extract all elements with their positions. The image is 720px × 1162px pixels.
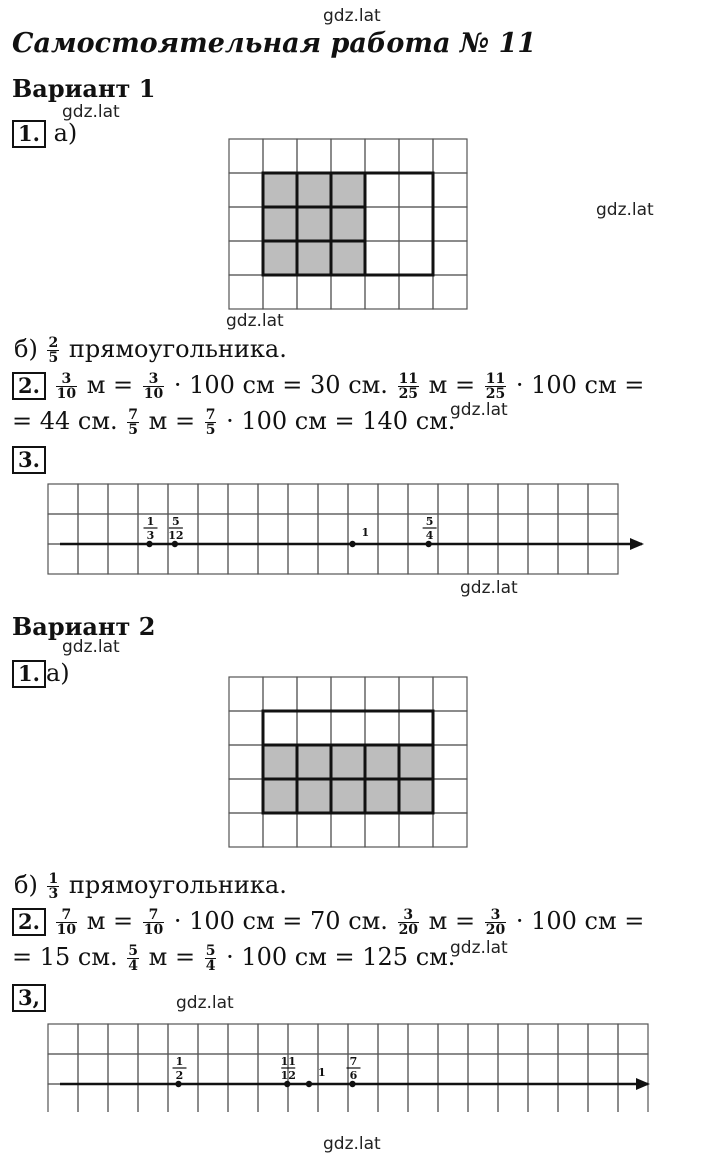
grid-cell (408, 1024, 438, 1054)
grid-cell (408, 484, 438, 514)
point-label: 1 (361, 526, 370, 539)
point-dot (306, 1081, 312, 1087)
shaded-cell (297, 745, 331, 779)
grid-cell (468, 1054, 498, 1084)
grid-cell (263, 275, 297, 309)
grid-cell (108, 514, 138, 544)
point-label-denominator: 3 (146, 529, 155, 542)
grid-cell (399, 139, 433, 173)
fraction: $\frac{3}{20}$ (485, 907, 506, 938)
grid-cell (438, 514, 468, 544)
part-b-text: прямоугольника. (68, 335, 287, 363)
grid-cell (198, 514, 228, 544)
grid-cell (378, 1024, 408, 1054)
grid-cell (138, 1024, 168, 1054)
grid-cell (378, 1084, 408, 1112)
grid-cell (229, 139, 263, 173)
shaded-cell (263, 779, 297, 813)
grid-cell (528, 1054, 558, 1084)
grid-cell (229, 677, 263, 711)
grid-cell (588, 514, 618, 544)
page-title: Самостоятельная работа № 11 (12, 28, 537, 59)
task1-header (12, 658, 70, 688)
task-number: 1. (12, 660, 46, 688)
grid-cell (558, 514, 588, 544)
equation (12, 407, 456, 438)
equation-text: · 100 см = 125 см. (218, 943, 456, 971)
grid-cell (433, 241, 467, 275)
equation-text: · 100 см = 70 см. (166, 907, 396, 935)
grid-cell (263, 711, 297, 745)
grid-cell (438, 1024, 468, 1054)
grid-cell (108, 544, 138, 574)
grid-cell (588, 484, 618, 514)
shaded-cell (399, 779, 433, 813)
grid-cell (408, 514, 438, 544)
watermark: gdz.lat (62, 102, 120, 122)
shaded-cell (331, 173, 365, 207)
grid-cell (228, 484, 258, 514)
grid-cell (433, 275, 467, 309)
grid-cell (318, 484, 348, 514)
grid-cell (331, 711, 365, 745)
part-a-label: а) (53, 119, 78, 147)
grid-cell (528, 1024, 558, 1054)
equation (54, 907, 645, 938)
watermark: gdz.lat (62, 637, 120, 657)
shaded-cell (263, 173, 297, 207)
grid-cell (588, 1024, 618, 1054)
watermark: gdz.lat (323, 6, 381, 26)
grid-cell (198, 1024, 228, 1054)
equation-text: · 100 см = (508, 371, 645, 399)
point-label-numerator: 7 (349, 1055, 358, 1068)
task1-answer-b (14, 334, 287, 365)
grid-cell (318, 1084, 348, 1112)
grid-cell (78, 514, 108, 544)
watermark: gdz.lat (226, 311, 284, 331)
grid-cell (229, 207, 263, 241)
grid-cell (288, 1084, 318, 1112)
grid-cell (438, 544, 468, 574)
task3-header (12, 444, 46, 474)
shaded-cell (263, 241, 297, 275)
grid-cell (433, 173, 467, 207)
point-label-denominator: 6 (349, 1069, 358, 1082)
fraction: $\frac{7}{10}$ (143, 907, 164, 938)
grid-cell (498, 1084, 528, 1112)
grid-cell (318, 544, 348, 574)
grid-cell (528, 484, 558, 514)
task-number: 3. (12, 446, 46, 474)
grid-cell (433, 813, 467, 847)
grid-cell (433, 677, 467, 711)
grid-cell (229, 241, 263, 275)
grid-cell (228, 1084, 258, 1112)
grid-cell (365, 207, 399, 241)
grid-cell (558, 1054, 588, 1084)
grid-cell (229, 275, 263, 309)
grid-cell (433, 779, 467, 813)
grid-cell (618, 1054, 648, 1084)
grid-cell (498, 1024, 528, 1054)
grid-cell (365, 241, 399, 275)
grid-cell (78, 544, 108, 574)
fraction: $\frac{5}{4}$ (205, 943, 216, 974)
grid-cell (468, 544, 498, 574)
grid-cell (528, 1084, 558, 1112)
equation-text: м = (79, 371, 141, 399)
shaded-cell (331, 745, 365, 779)
grid-cell (378, 1054, 408, 1084)
grid-cell (168, 484, 198, 514)
grid-cell (399, 711, 433, 745)
grid-cell (498, 514, 528, 544)
equation-text: · 100 см = (508, 907, 645, 935)
watermark: gdz.lat (596, 200, 654, 220)
part-b-label: б) (14, 871, 38, 899)
grid-cell (399, 173, 433, 207)
grid-cell (263, 139, 297, 173)
grid-cell (48, 1024, 78, 1054)
task1-answer-b (14, 870, 287, 901)
equation (12, 943, 456, 974)
grid-cell (229, 173, 263, 207)
grid-cell (558, 1084, 588, 1112)
variant-heading: Вариант 1 (12, 74, 156, 103)
grid-cell (258, 544, 288, 574)
point-label-denominator: 12 (168, 529, 184, 542)
grid-cell (498, 544, 528, 574)
grid-cell (348, 1084, 378, 1112)
grid-cell (365, 677, 399, 711)
grid-cell (288, 514, 318, 544)
grid-cell (618, 1084, 648, 1112)
task-number: 2. (12, 372, 46, 400)
grid-cell (408, 1084, 438, 1112)
grid-cell (433, 207, 467, 241)
grid-cell (365, 173, 399, 207)
grid-cell (558, 544, 588, 574)
watermark: gdz.lat (450, 938, 508, 958)
grid-cell (228, 544, 258, 574)
grid-cell (297, 711, 331, 745)
grid-cell (263, 813, 297, 847)
grid-cell (108, 1024, 138, 1054)
grid-cell (78, 1024, 108, 1054)
fraction: $\frac{2}{5}$ (48, 335, 59, 366)
grid-cell (378, 514, 408, 544)
part-a-label: а) (45, 659, 70, 687)
grid-cell (588, 544, 618, 574)
grid-cell (229, 813, 263, 847)
point-label-numerator: 11 (280, 1055, 296, 1068)
task-number: 1. (12, 120, 46, 148)
rectangle-grid (228, 676, 470, 849)
task2-line1 (12, 370, 644, 401)
grid-cell (288, 544, 318, 574)
grid-cell (297, 275, 331, 309)
grid-cell (297, 139, 331, 173)
fraction: $\frac{3}{10}$ (56, 371, 77, 402)
grid-cell (198, 544, 228, 574)
grid-cell (365, 813, 399, 847)
grid-cell (618, 1024, 648, 1054)
watermark: gdz.lat (450, 400, 508, 420)
grid-cell (318, 514, 348, 544)
task1-header (12, 118, 77, 148)
grid-cell (348, 1024, 378, 1054)
grid-cell (168, 1024, 198, 1054)
grid-cell (108, 1084, 138, 1112)
grid-cell (78, 1054, 108, 1084)
grid-cell (399, 207, 433, 241)
shaded-cell (365, 779, 399, 813)
equation-text: · 100 см = 30 см. (166, 371, 396, 399)
point-label-denominator: 12 (280, 1069, 296, 1082)
grid-cell (48, 1084, 78, 1112)
shaded-cell (297, 207, 331, 241)
watermark: gdz.lat (323, 1134, 381, 1154)
point-label-numerator: 5 (172, 515, 180, 528)
grid-cell (318, 1024, 348, 1054)
grid-cell (558, 484, 588, 514)
shaded-cell (297, 173, 331, 207)
watermark: gdz.lat (460, 578, 518, 598)
grid-cell (365, 275, 399, 309)
grid-cell (48, 544, 78, 574)
grid-cell (408, 544, 438, 574)
grid-cell (438, 484, 468, 514)
shaded-cell (399, 745, 433, 779)
grid-cell (168, 1084, 198, 1112)
grid-cell (438, 1084, 468, 1112)
equation-text: м = (421, 371, 483, 399)
fraction: $\frac{11}{25}$ (398, 371, 419, 402)
point-label-denominator: 4 (425, 529, 434, 542)
grid-cell (258, 514, 288, 544)
fraction: $\frac{1}{3}$ (48, 871, 59, 902)
grid-cell (498, 1054, 528, 1084)
grid-cell (468, 484, 498, 514)
shaded-cell (263, 207, 297, 241)
grid-cell (288, 484, 318, 514)
grid-cell (229, 711, 263, 745)
grid-cell (297, 677, 331, 711)
point-label-numerator: 1 (175, 1055, 184, 1068)
number-line (46, 1022, 656, 1112)
shaded-cell (297, 241, 331, 275)
grid-cell (229, 779, 263, 813)
task2-line1 (12, 906, 644, 937)
grid-cell (365, 139, 399, 173)
rectangle-grid (228, 138, 470, 311)
grid-cell (258, 484, 288, 514)
grid-cell (331, 677, 365, 711)
grid-cell (331, 275, 365, 309)
shaded-cell (297, 779, 331, 813)
grid-cell (378, 544, 408, 574)
grid-cell (48, 1054, 78, 1084)
grid-cell (588, 1084, 618, 1112)
grid-cell (258, 1084, 288, 1112)
equation-text: м = (79, 907, 141, 935)
equation-text: = 44 см. (12, 407, 126, 435)
part-b-text: прямоугольника. (68, 871, 287, 899)
grid-cell (433, 711, 467, 745)
equation-text: · 100 см = 140 см. (218, 407, 456, 435)
grid-cell (433, 139, 467, 173)
grid-cell (399, 275, 433, 309)
point-label-numerator: 1 (146, 515, 155, 528)
grid-cell (229, 745, 263, 779)
grid-cell (468, 1084, 498, 1112)
grid-cell (198, 1054, 228, 1084)
grid-cell (498, 484, 528, 514)
grid-cell (558, 1024, 588, 1054)
grid-cell (348, 484, 378, 514)
grid-cell (297, 813, 331, 847)
shaded-cell (331, 779, 365, 813)
grid-cell (228, 1054, 258, 1084)
equation-text: м = (141, 943, 203, 971)
shaded-cell (331, 207, 365, 241)
grid-cell (433, 745, 467, 779)
equation-text: м = (421, 907, 483, 935)
fraction: $\frac{7}{5}$ (128, 407, 139, 438)
point-label: 1 (318, 1066, 326, 1079)
grid-cell (228, 514, 258, 544)
point-dot (349, 541, 355, 547)
equation (54, 371, 645, 402)
shaded-cell (365, 745, 399, 779)
shaded-cell (263, 745, 297, 779)
grid-cell (399, 813, 433, 847)
grid-cell (588, 1054, 618, 1084)
point-label-denominator: 2 (175, 1069, 184, 1082)
grid-cell (399, 241, 433, 275)
grid-cell (408, 1054, 438, 1084)
task3-header (12, 982, 46, 1012)
grid-cell (258, 1024, 288, 1054)
fraction: $\frac{3}{10}$ (143, 371, 164, 402)
grid-cell (331, 139, 365, 173)
grid-cell (468, 514, 498, 544)
grid-cell (138, 1084, 168, 1112)
grid-cell (348, 544, 378, 574)
grid-cell (168, 544, 198, 574)
grid-cell (48, 514, 78, 544)
grid-cell (138, 544, 168, 574)
grid-cell (48, 484, 78, 514)
grid-cell (528, 544, 558, 574)
variant-heading: Вариант 2 (12, 612, 156, 641)
arrow-head (630, 538, 644, 550)
grid-cell (198, 484, 228, 514)
grid-cell (331, 813, 365, 847)
grid-cell (288, 1024, 318, 1054)
task2-line2 (12, 942, 455, 973)
fraction: $\frac{11}{25}$ (485, 371, 506, 402)
grid-cell (108, 484, 138, 514)
grid-cell (468, 1024, 498, 1054)
grid-cell (378, 484, 408, 514)
part-b-label: б) (14, 335, 38, 363)
fraction: $\frac{7}{5}$ (205, 407, 216, 438)
fraction: $\frac{7}{10}$ (56, 907, 77, 938)
task2-line2 (12, 406, 455, 437)
grid-cell (78, 1084, 108, 1112)
number-line (46, 482, 650, 575)
grid-cell (138, 484, 168, 514)
grid-cell (198, 1084, 228, 1112)
task-number: 3, (12, 984, 46, 1012)
grid-cell (138, 1054, 168, 1084)
grid-cell (228, 1024, 258, 1054)
point-label-numerator: 5 (425, 515, 434, 528)
equation-text: = 15 см. (12, 943, 126, 971)
fraction: $\frac{5}{4}$ (128, 943, 139, 974)
task-number: 2. (12, 908, 46, 936)
equation-text: м = (141, 407, 203, 435)
watermark: gdz.lat (176, 993, 234, 1013)
grid-cell (528, 514, 558, 544)
grid-cell (108, 1054, 138, 1084)
shaded-cell (331, 241, 365, 275)
fraction: $\frac{3}{20}$ (398, 907, 419, 938)
grid-cell (438, 1054, 468, 1084)
grid-cell (365, 711, 399, 745)
grid-cell (263, 677, 297, 711)
grid-cell (78, 484, 108, 514)
grid-cell (399, 677, 433, 711)
